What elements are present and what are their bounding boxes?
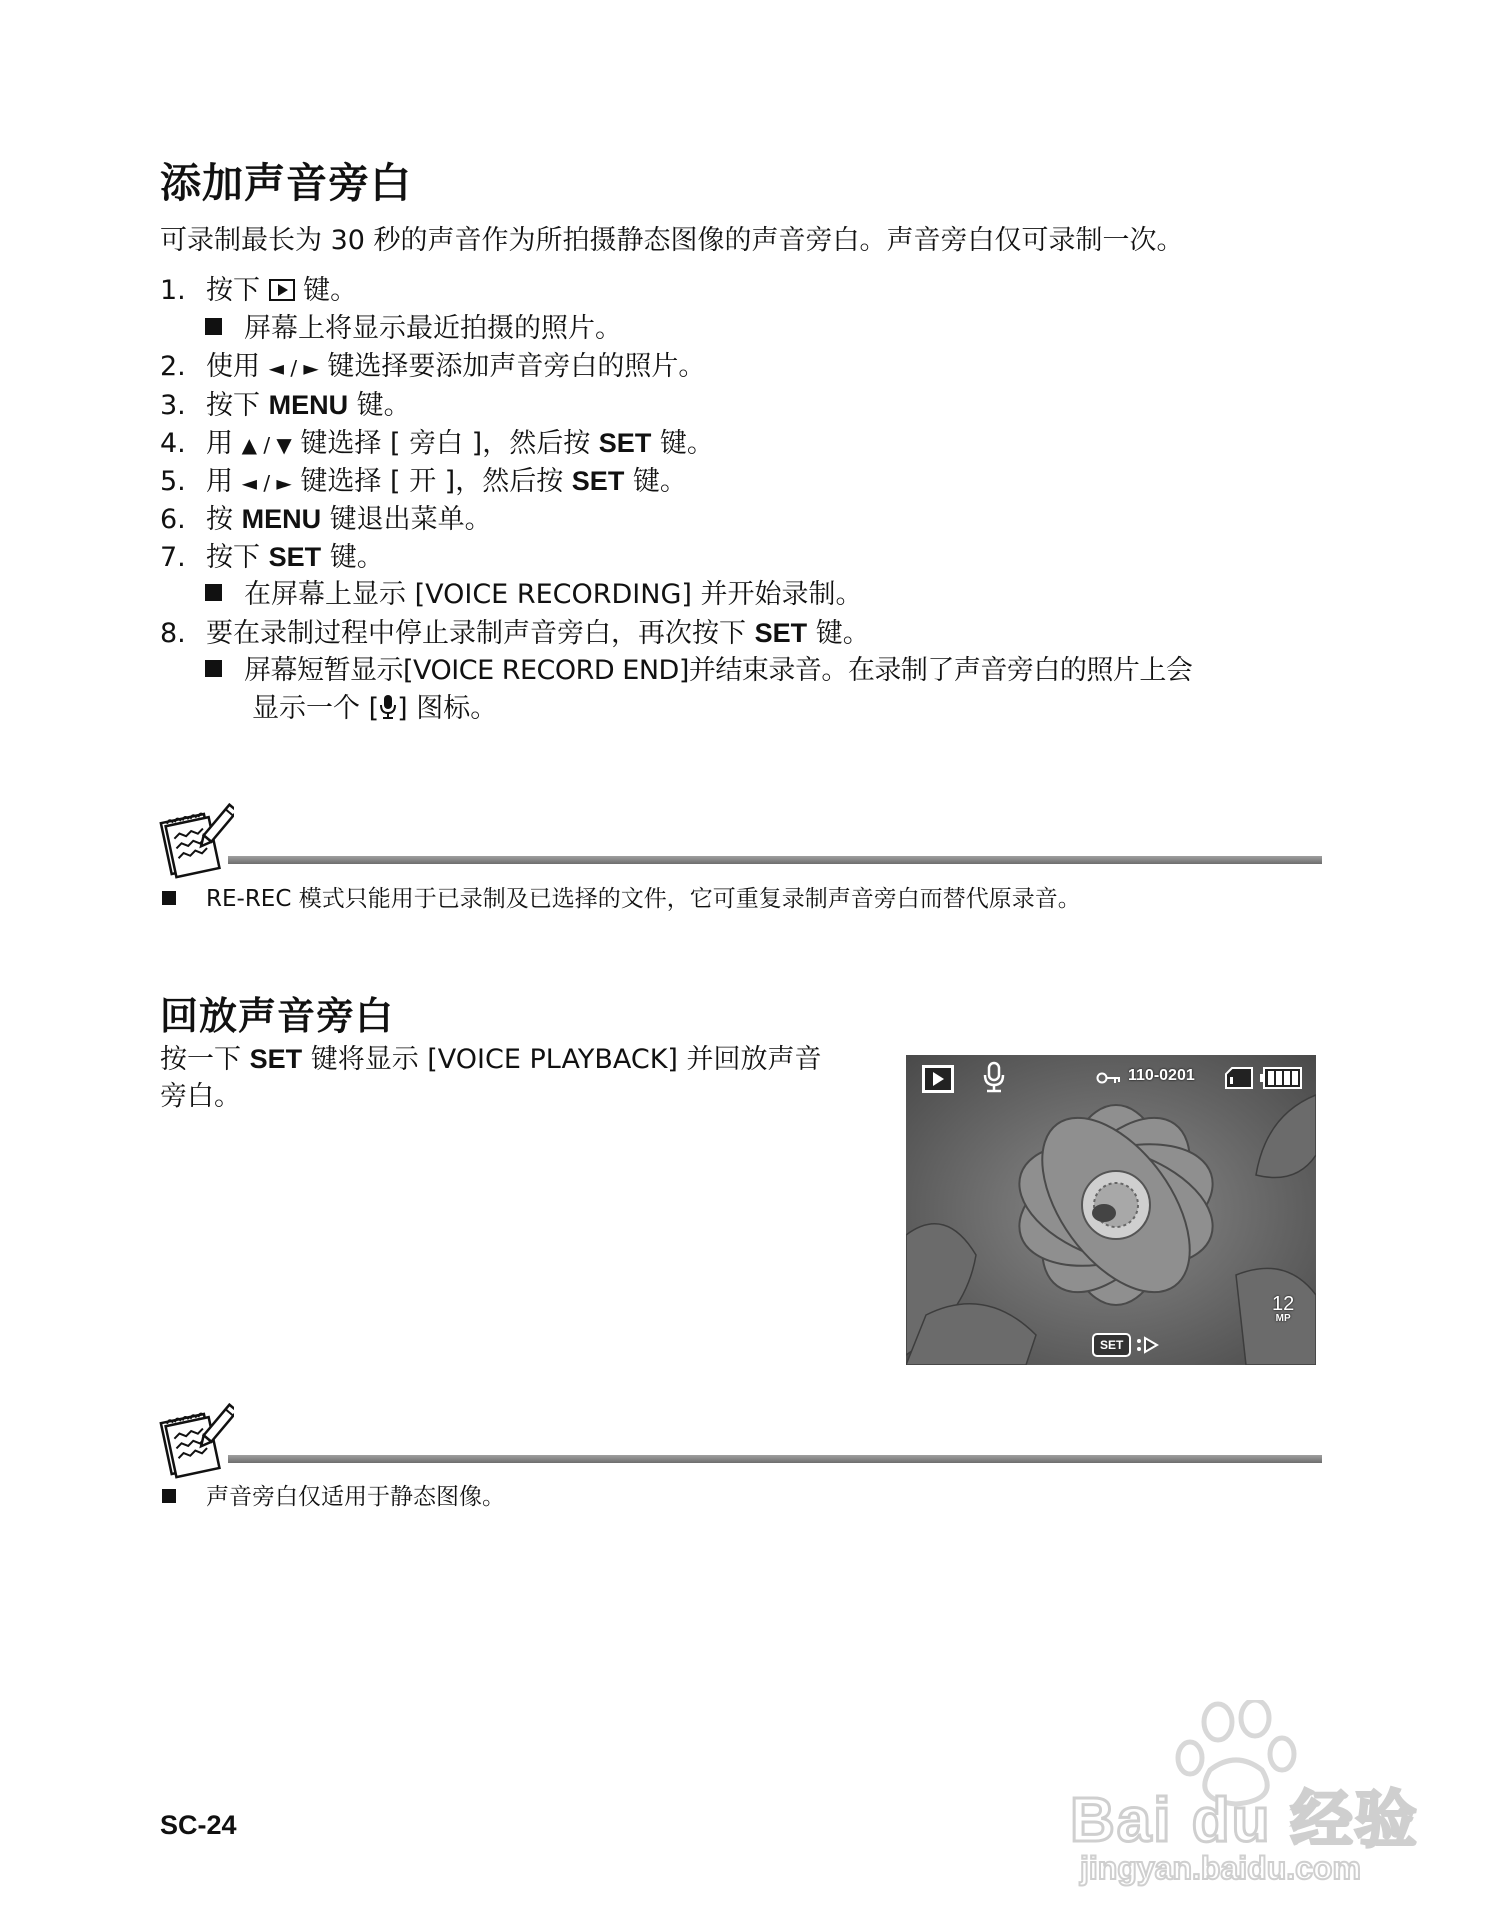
step-6: 6. 按 MENU 键退出菜单。 xyxy=(160,504,492,535)
notepad-pencil-icon xyxy=(158,800,234,880)
step-7: 7. 按下 SET 键。 xyxy=(160,542,384,573)
set-key-badge: SET xyxy=(1092,1333,1131,1357)
notepad-pencil-icon xyxy=(158,1400,234,1480)
note-re-rec: RE-REC 模式只能用于已录制及已选择的文件，它可重复录制声音旁白而替代原录音。 xyxy=(162,880,1081,913)
playback-paragraph-line2: 旁白。 xyxy=(160,1081,241,1112)
note-divider xyxy=(228,1455,1322,1463)
section-title-voice-playback: 回放声音旁白 xyxy=(160,994,395,1038)
left-right-arrows-icon: ◄ / ► xyxy=(241,471,292,495)
camera-playback-screen xyxy=(906,1055,1316,1365)
step-4: 4. 用 ▲ / ▼ 键选择 [ 旁白 ]，然后按 SET 键。 xyxy=(160,428,714,459)
file-number: 110-0201 xyxy=(1128,1067,1195,1084)
step-7-bullet: 在屏幕上显示 [VOICE RECORDING] 并开始录制。 xyxy=(205,576,863,614)
colon-play-icon xyxy=(1136,1336,1160,1354)
watermark-brand: Bai du 经验 xyxy=(1070,1786,1419,1855)
step-8-bullet-continued: 显示一个 [ ] 图标。 xyxy=(252,693,498,724)
note-still-images-only: 声音旁白仅适用于静态图像。 xyxy=(162,1478,505,1511)
intro-paragraph: 可录制最长为 30 秒的声音作为所拍摄静态图像的声音旁白。声音旁白仅可录制一次。 xyxy=(160,225,1184,256)
protect-key-icon xyxy=(1096,1071,1122,1085)
section-title-add-voice-memo: 添加声音旁白 xyxy=(160,159,412,207)
up-down-arrows-icon: ▲ / ▼ xyxy=(241,433,292,457)
step-5: 5. 用 ◄ / ► 键选择 [ 开 ]，然后按 SET 键。 xyxy=(160,466,687,497)
page-number: SC-24 xyxy=(160,1810,237,1840)
bullet-square-icon xyxy=(205,584,222,601)
step-8-bullet: 屏幕短暂显示[VOICE RECORD END]并结束录音。在录制了声音旁白的照片上会 xyxy=(205,652,1192,690)
sd-card-icon xyxy=(1224,1067,1254,1089)
note-divider xyxy=(228,856,1322,864)
step-2: 2. 使用 ◄ / ► 键选择要添加声音旁白的照片。 xyxy=(160,351,706,382)
bullet-square-icon xyxy=(205,318,222,335)
playback-button-icon xyxy=(269,279,295,301)
left-right-arrows-icon: ◄ / ► xyxy=(268,356,319,380)
playback-paragraph-line1: 按一下 SET 键将显示 [VOICE PLAYBACK] 并回放声音 xyxy=(160,1044,822,1075)
step-3: 3. 按下 MENU 键。 xyxy=(160,390,411,421)
playback-mode-icon xyxy=(922,1065,954,1093)
flower-photo xyxy=(906,1055,1316,1365)
voice-memo-icon xyxy=(982,1061,1006,1093)
battery-full-icon xyxy=(1260,1067,1302,1089)
resolution-indicator: 12 MP xyxy=(1272,1293,1295,1324)
watermark-url: jingyan.baidu.com xyxy=(1080,1850,1361,1886)
step-8: 8. 要在录制过程中停止录制声音旁白，再次按下 SET 键。 xyxy=(160,618,870,649)
bullet-square-icon xyxy=(205,660,222,677)
bullet-square-icon xyxy=(162,1489,176,1503)
step-1: 1. 按下 键。 xyxy=(160,275,358,306)
microphone-icon xyxy=(379,694,397,720)
bullet-square-icon xyxy=(162,891,176,905)
step-1-bullet: 屏幕上将显示最近拍摄的照片。 xyxy=(205,310,622,348)
